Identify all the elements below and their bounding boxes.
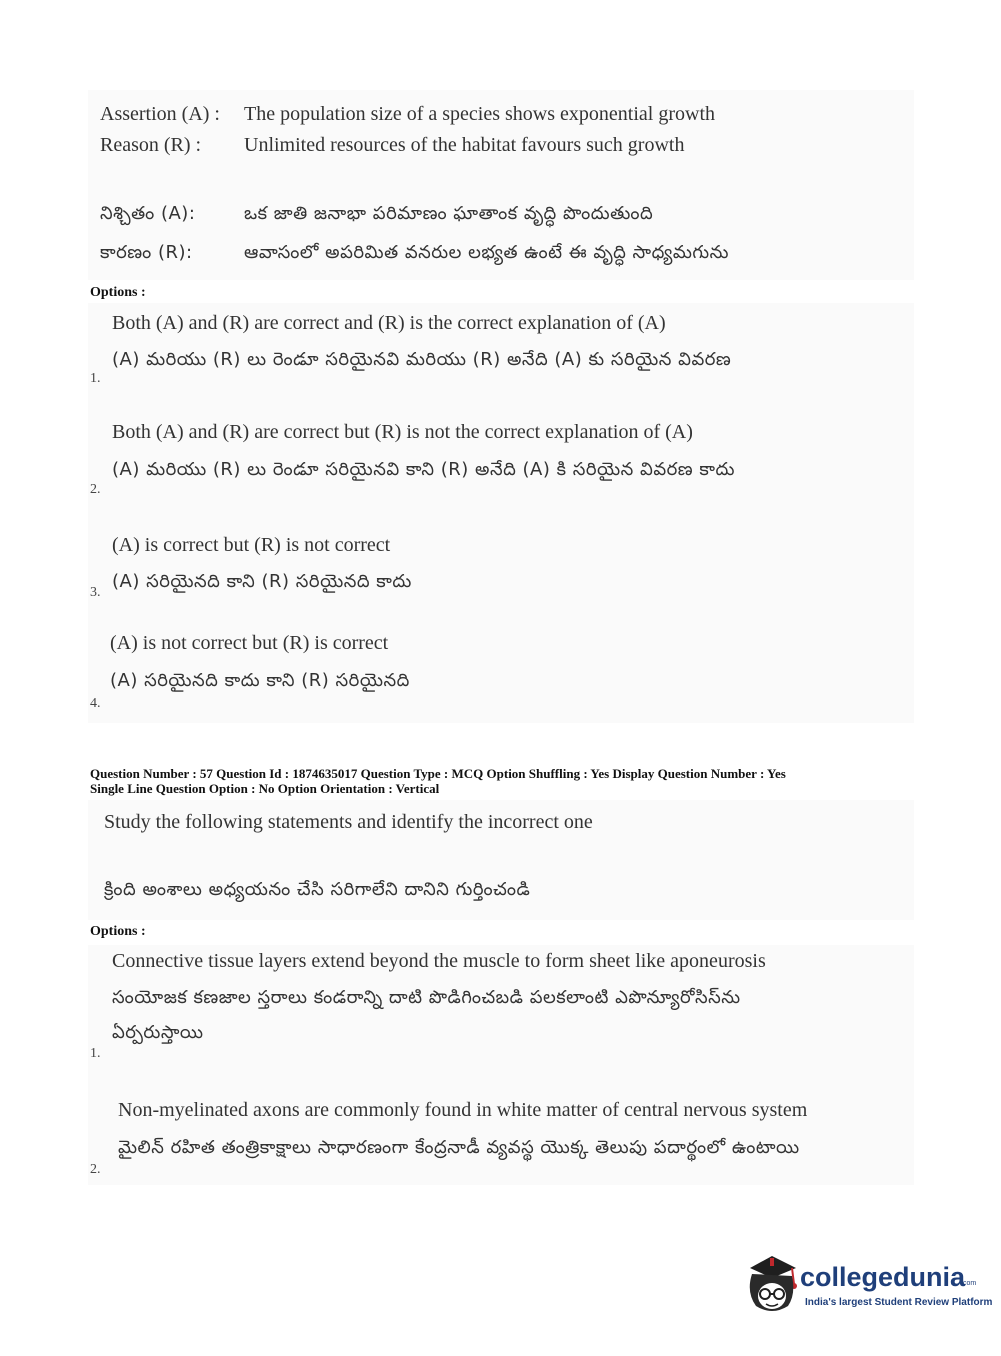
question-meta-line1: Question Number : 57 Question Id : 1874635017 Question Type : MCQ Option Shuffling : Yes Display Question Number : Yes [90, 766, 786, 781]
assertion-label: Assertion (A) : [100, 103, 220, 125]
reason-text-te: ఆవాసంలో అపరిమిత వనరుల లభ్యత ఉంటే ఈ వృద్ధి సాధ్యమగును [244, 242, 730, 263]
option-number: 2. [90, 1162, 101, 1177]
option-text-te: మైలిన్ రహిత తంత్రికాక్షాలు సాధారణంగా కేంద్రనాడీ వ్యవస్థ యొక్క తెలుపు పదార్థంలో ఉంటాయి [118, 1137, 800, 1158]
question-text: Study the following statements and identify the incorrect one [104, 811, 593, 833]
assertion-text: The population size of a species shows exponential growth [244, 103, 715, 125]
logo-wordmark: collegedunia [800, 1262, 966, 1292]
option-number: 1. [90, 371, 101, 386]
options-heading: Options : [90, 285, 146, 300]
logo-domain: com [963, 1280, 977, 1287]
option-text-te: (A) సరియైనది కాని (R) సరియైనది కాదు [112, 571, 412, 592]
option-text: Connective tissue layers extend beyond the muscle to form sheet like aponeurosis [112, 950, 766, 972]
mascot-icon [750, 1256, 797, 1311]
option-text-te: (A) సరియైనది కాదు కాని (R) సరియైనది [110, 670, 410, 691]
option-text: (A) is correct but (R) is not correct [112, 534, 391, 556]
option-text-te: (A) మరియు (R) లు రెండూ సరియైనవి మరియు (R) అనేది (A) కు సరియైన వివరణ [112, 349, 732, 370]
option-text: Both (A) and (R) are correct but (R) is not the correct explanation of (A) [112, 421, 693, 443]
option-number: 2. [90, 482, 101, 497]
reason-label-te: కారణం (R): [100, 242, 193, 263]
question-meta-line2: Single Line Question Option : No Option Orientation : Vertical [90, 781, 440, 796]
option-number: 3. [90, 585, 101, 600]
options-heading: Options : [90, 924, 146, 939]
option-text: (A) is not correct but (R) is correct [110, 632, 389, 654]
option-text: Both (A) and (R) are correct and (R) is the correct explanation of (A) [112, 312, 666, 334]
question-text-te: క్రింది అంశాలు అధ్యయనం చేసి సరిగాలేని దానిని గుర్తించండి [104, 879, 531, 900]
option-text-te: సంయోజక కణజాల స్తరాలు కండరాన్ని దాటి పొడిగించబడి పలకలాంటి ఎపొన్యూరోసిస్‌ను [112, 987, 741, 1008]
option-text: Non-myelinated axons are commonly found in white matter of central nervous system [118, 1099, 808, 1121]
reason-text: Unlimited resources of the habitat favours such growth [244, 134, 685, 156]
option-text-te-cont: ఏర్పరుస్తాయి [112, 1022, 204, 1043]
option-number: 4. [90, 696, 101, 711]
assertion-label-te: నిశ్చితం (A): [100, 203, 196, 224]
reason-label: Reason (R) : [100, 134, 202, 156]
option-text-te: (A) మరియు (R) లు రెండూ సరియైనవి కాని (R) అనేది (A) కి సరియైన వివరణ కాదు [112, 459, 735, 480]
option-number: 1. [90, 1046, 101, 1061]
assertion-text-te: ఒక జాతి జనాభా పరిమాణం ఘాతాంక వృద్ధి పొందుతుంది [244, 203, 654, 224]
logo-tagline: India's largest Student Review Platform [805, 1297, 993, 1308]
